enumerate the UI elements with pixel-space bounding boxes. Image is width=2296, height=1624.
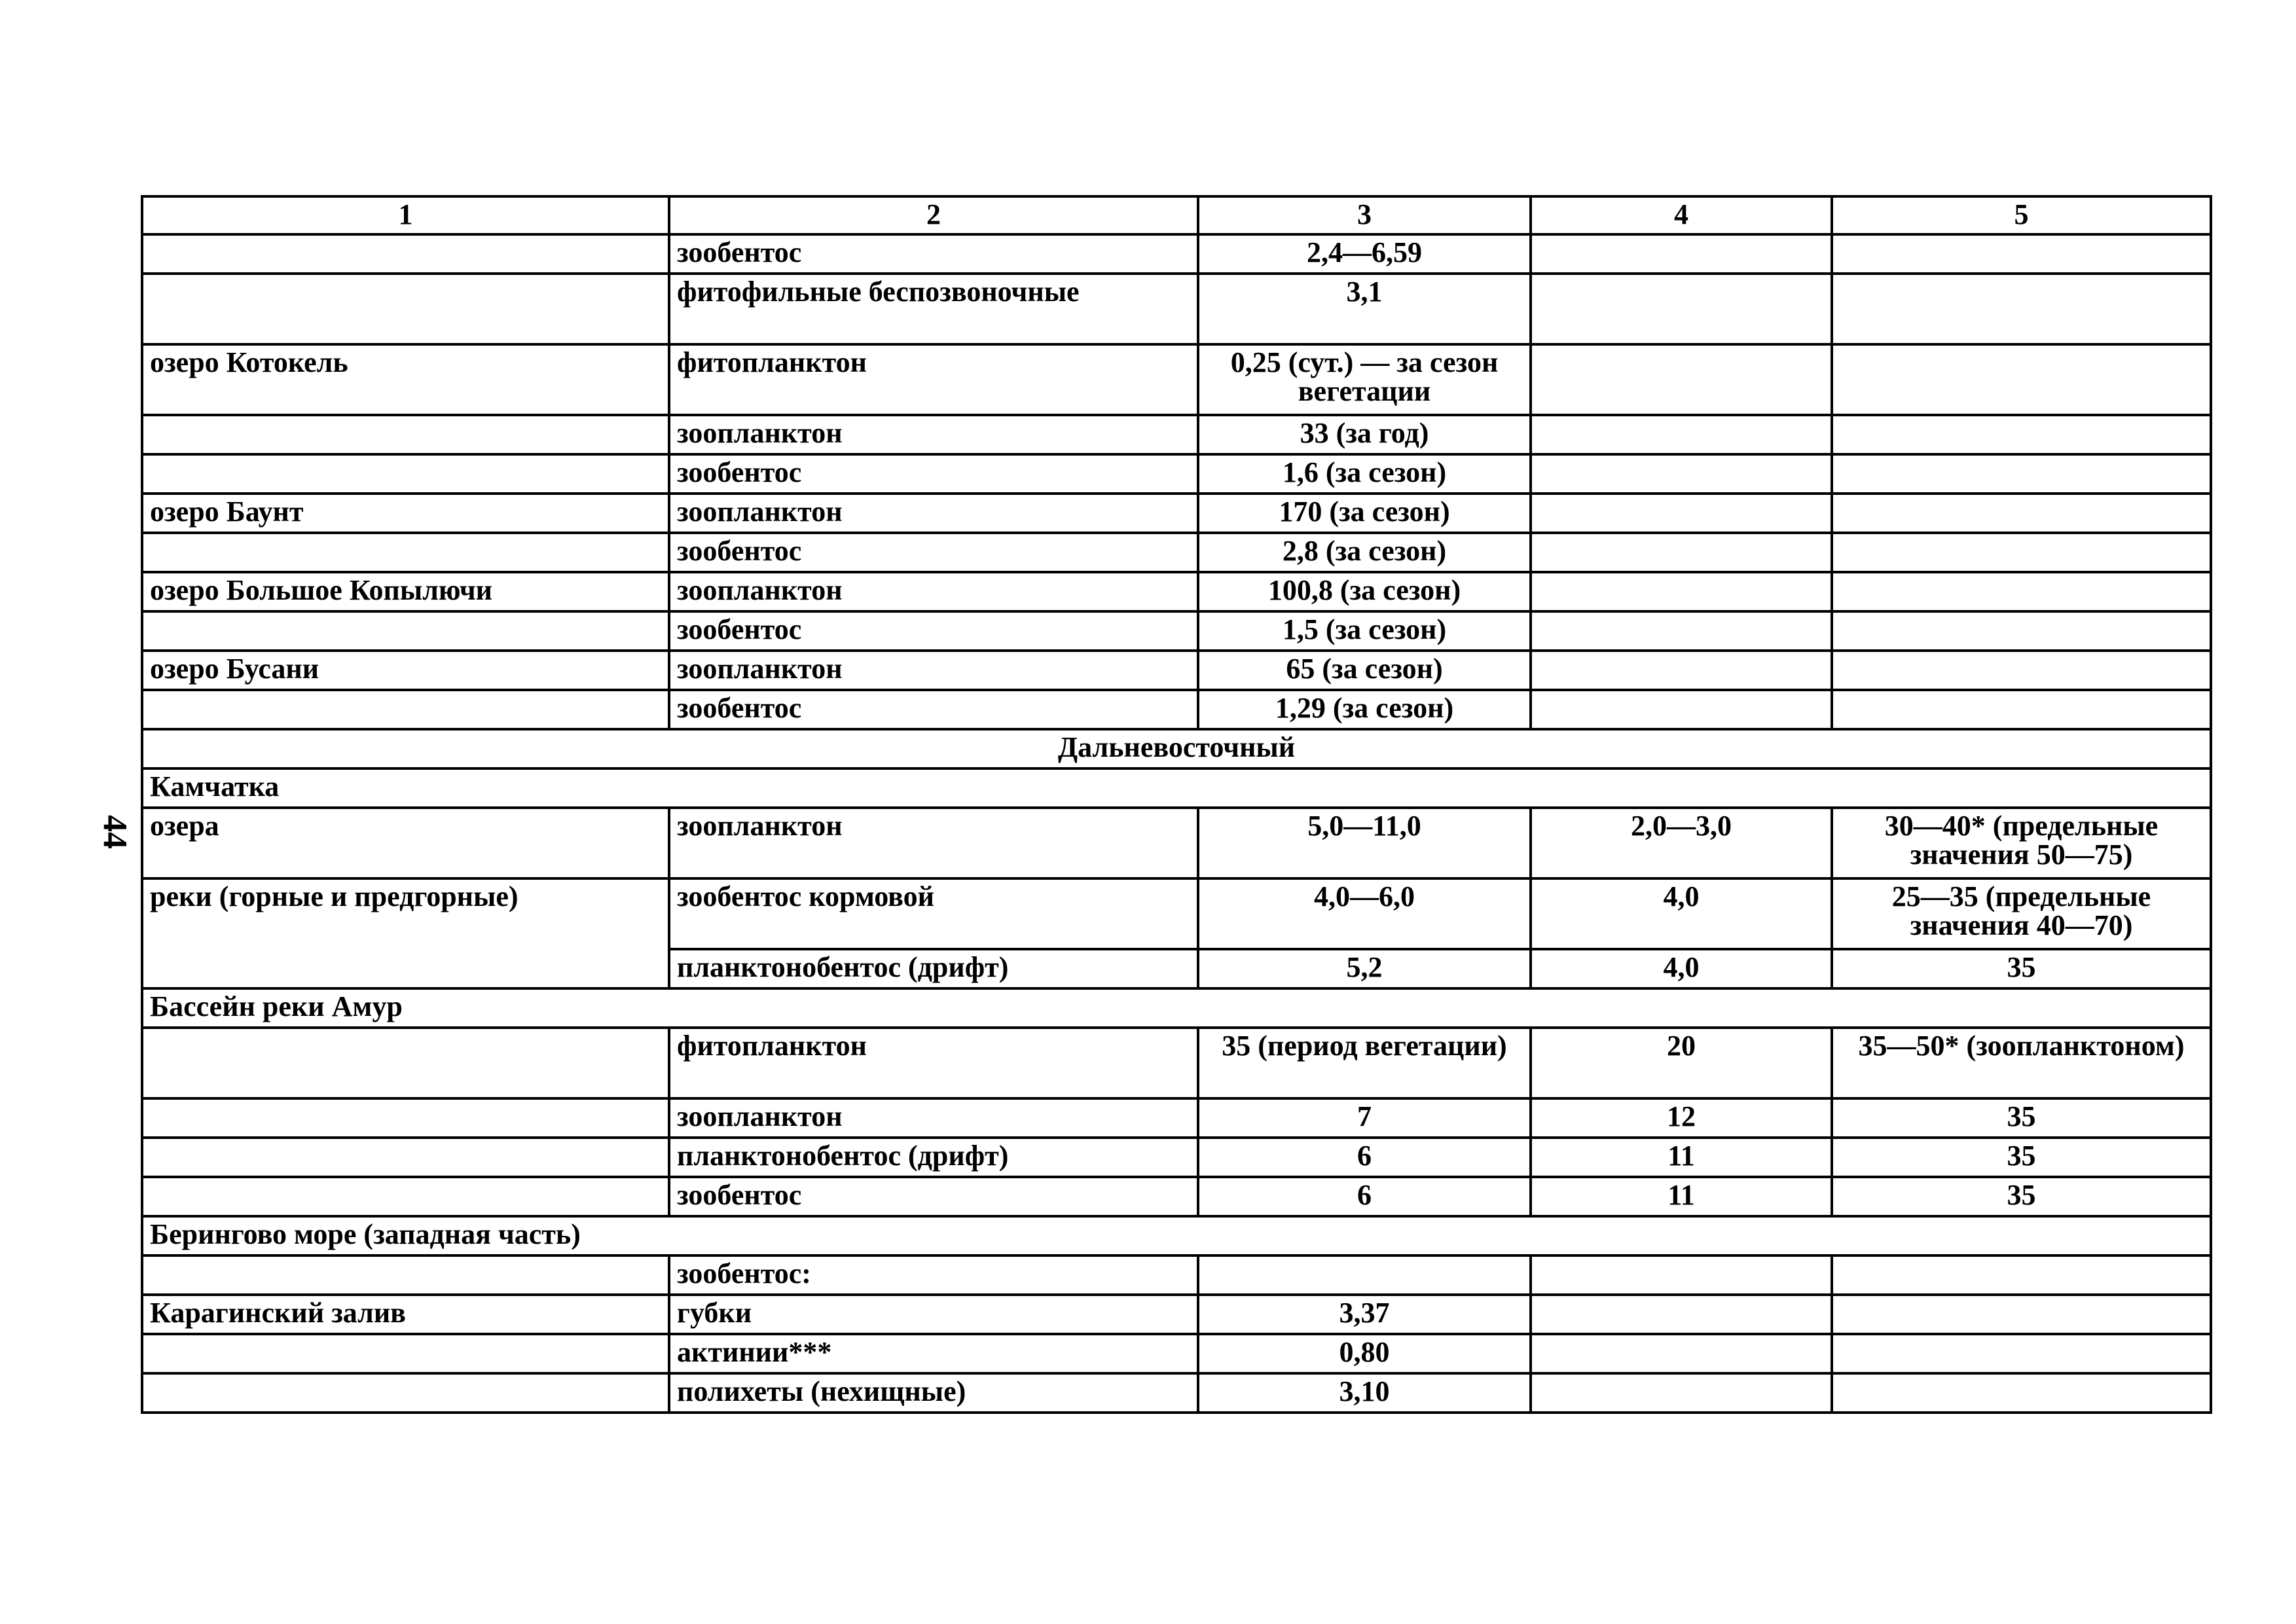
cell-value-4: 20 [1531, 1028, 1832, 1098]
region-title: Дальневосточный [142, 729, 2211, 768]
table-row [142, 1334, 2211, 1373]
column-number-1: 1 [142, 196, 669, 234]
cell-value-5: 35 [1832, 1177, 2211, 1216]
table-row [142, 651, 2211, 690]
column-number-4: 4 [1531, 196, 1832, 234]
cell-value-3: 0,80 [1198, 1334, 1531, 1373]
cell-value-5 [1832, 572, 2211, 611]
cell-value-5 [1832, 1295, 2211, 1334]
cell-location [142, 1255, 669, 1295]
cell-location [142, 1138, 669, 1177]
cell-location [142, 454, 669, 494]
cell-value-4: 11 [1531, 1138, 1832, 1177]
cell-organism: зообентос [669, 690, 1198, 729]
cell-value-5 [1832, 651, 2211, 690]
cell-value-3: 100,8 (за сезон) [1198, 572, 1531, 611]
cell-value-5 [1832, 1255, 2211, 1295]
table-row [142, 808, 2211, 878]
cell-value-4 [1531, 274, 1832, 344]
cell-value-3: 0,25 (сут.) — за сезон вегетации [1198, 344, 1531, 415]
table-row [142, 1098, 2211, 1138]
cell-value-3: 3,37 [1198, 1295, 1531, 1334]
table-row [142, 415, 2211, 454]
cell-value-5 [1832, 415, 2211, 454]
cell-location [142, 274, 669, 344]
cell-value-5 [1832, 533, 2211, 572]
cell-value-4 [1531, 533, 1832, 572]
table-row [142, 494, 2211, 533]
cell-value-5 [1832, 494, 2211, 533]
cell-value-3: 2,8 (за сезон) [1198, 533, 1531, 572]
column-number-2: 2 [669, 196, 1198, 234]
cell-organism: фитопланктон [669, 344, 1198, 415]
cell-value-3: 3,1 [1198, 274, 1531, 344]
column-number-5: 5 [1832, 196, 2211, 234]
section-row [142, 1216, 2211, 1255]
cell-value-4 [1531, 1295, 1832, 1334]
section-title-kamchatka: Камчатка [142, 768, 2211, 808]
table-row [142, 454, 2211, 494]
cell-value-3: 170 (за сезон) [1198, 494, 1531, 533]
table-row [142, 1255, 2211, 1295]
cell-location [142, 415, 669, 454]
cell-location: озеро Баунт [142, 494, 669, 533]
cell-value-5 [1832, 274, 2211, 344]
column-number-row [142, 196, 2211, 234]
section-row [142, 768, 2211, 808]
cell-value-3: 4,0—6,0 [1198, 878, 1531, 949]
cell-value-5: 30—40* (предельные значения 50—75) [1832, 808, 2211, 878]
cell-value-5: 25—35 (предельные значения 40—70) [1832, 878, 2211, 949]
cell-value-3: 1,6 (за сезон) [1198, 454, 1531, 494]
cell-value-3: 35 (период вегетации) [1198, 1028, 1531, 1098]
cell-value-4: 4,0 [1531, 949, 1832, 988]
table-row [142, 274, 2211, 344]
table-row [142, 1028, 2211, 1098]
cell-value-3: 6 [1198, 1177, 1531, 1216]
cell-location [142, 1373, 669, 1413]
cell-location: Карагинский залив [142, 1295, 669, 1334]
cell-organism: зообентос [669, 1177, 1198, 1216]
cell-location [142, 1177, 669, 1216]
table-row [142, 533, 2211, 572]
cell-organism: фитопланктон [669, 1028, 1198, 1098]
cell-value-4 [1531, 1334, 1832, 1373]
cell-value-4 [1531, 415, 1832, 454]
table-row [142, 1373, 2211, 1413]
cell-value-4 [1531, 572, 1832, 611]
cell-value-5 [1832, 1373, 2211, 1413]
cell-organism: фитофильные беспозвоночные [669, 274, 1198, 344]
cell-organism: полихеты (нехищные) [669, 1373, 1198, 1413]
cell-value-5 [1832, 611, 2211, 651]
cell-organism: актинии*** [669, 1334, 1198, 1373]
cell-location [142, 1028, 669, 1098]
cell-value-4 [1531, 690, 1832, 729]
cell-organism: зообентос кормовой [669, 878, 1198, 949]
table-row [142, 1138, 2211, 1177]
cell-value-4: 2,0—3,0 [1531, 808, 1832, 878]
cell-organism: зообентос [669, 611, 1198, 651]
cell-value-4 [1531, 454, 1832, 494]
region-row [142, 729, 2211, 768]
table-row [142, 572, 2211, 611]
cell-value-3: 5,0—11,0 [1198, 808, 1531, 878]
cell-value-4 [1531, 1373, 1832, 1413]
cell-value-3: 65 (за сезон) [1198, 651, 1531, 690]
cell-value-4: 11 [1531, 1177, 1832, 1216]
cell-location: озера [142, 808, 669, 878]
cell-value-3: 1,29 (за сезон) [1198, 690, 1531, 729]
cell-location [142, 1334, 669, 1373]
cell-organism: зоопланктон [669, 651, 1198, 690]
cell-organism: зоопланктон [669, 808, 1198, 878]
cell-organism: губки [669, 1295, 1198, 1334]
section-row [142, 988, 2211, 1028]
cell-value-5 [1832, 1334, 2211, 1373]
cell-location: озеро Котокель [142, 344, 669, 415]
cell-organism: зоопланктон [669, 572, 1198, 611]
cell-location [142, 611, 669, 651]
cell-value-3: 3,10 [1198, 1373, 1531, 1413]
cell-organism: планктонобентос (дрифт) [669, 949, 1198, 988]
cell-value-3: 33 (за год) [1198, 415, 1531, 454]
cell-value-3: 6 [1198, 1138, 1531, 1177]
cell-value-4 [1531, 494, 1832, 533]
cell-value-5 [1832, 690, 2211, 729]
cell-organism: зообентос: [669, 1255, 1198, 1295]
cell-location [142, 533, 669, 572]
cell-value-4 [1531, 344, 1832, 415]
cell-value-4 [1531, 611, 1832, 651]
cell-value-3: 5,2 [1198, 949, 1531, 988]
cell-value-4 [1531, 1255, 1832, 1295]
section-title-amur: Бассейн реки Амур [142, 988, 2211, 1028]
cell-location [142, 690, 669, 729]
page-number: 44 [96, 815, 134, 849]
cell-location: реки (горные и предгорные) [142, 878, 669, 988]
table-row [142, 1295, 2211, 1334]
cell-location [142, 234, 669, 274]
section-title-bering: Берингово море (западная часть) [142, 1216, 2211, 1255]
cell-organism: зообентос [669, 533, 1198, 572]
cell-value-5 [1832, 454, 2211, 494]
cell-location: озеро Большое Копылючи [142, 572, 669, 611]
cell-organism: зоопланктон [669, 415, 1198, 454]
cell-value-5 [1832, 344, 2211, 415]
table-row [142, 690, 2211, 729]
table-row [142, 611, 2211, 651]
cell-value-3: 7 [1198, 1098, 1531, 1138]
cell-organism: зообентос [669, 234, 1198, 274]
table-row [142, 234, 2211, 274]
cell-value-3: 2,4—6,59 [1198, 234, 1531, 274]
cell-value-4 [1531, 234, 1832, 274]
table-row [142, 1177, 2211, 1216]
cell-value-5: 35—50* (зоопланктоном) [1832, 1028, 2211, 1098]
cell-value-4: 12 [1531, 1098, 1832, 1138]
cell-organism: зоопланктон [669, 1098, 1198, 1138]
cell-value-5: 35 [1832, 1098, 2211, 1138]
cell-organism: зообентос [669, 454, 1198, 494]
table-row [142, 878, 2211, 949]
cell-value-3: 1,5 (за сезон) [1198, 611, 1531, 651]
cell-value-4 [1531, 651, 1832, 690]
cell-value-5: 35 [1832, 1138, 2211, 1177]
column-number-3: 3 [1198, 196, 1531, 234]
cell-organism: планктонобентос (дрифт) [669, 1138, 1198, 1177]
cell-value-3 [1198, 1255, 1531, 1295]
cell-value-5: 35 [1832, 949, 2211, 988]
cell-location: озеро Бусани [142, 651, 669, 690]
data-table [141, 195, 2212, 1414]
cell-value-5 [1832, 234, 2211, 274]
cell-location [142, 1098, 669, 1138]
table-row [142, 344, 2211, 415]
cell-organism: зоопланктон [669, 494, 1198, 533]
cell-value-4: 4,0 [1531, 878, 1832, 949]
